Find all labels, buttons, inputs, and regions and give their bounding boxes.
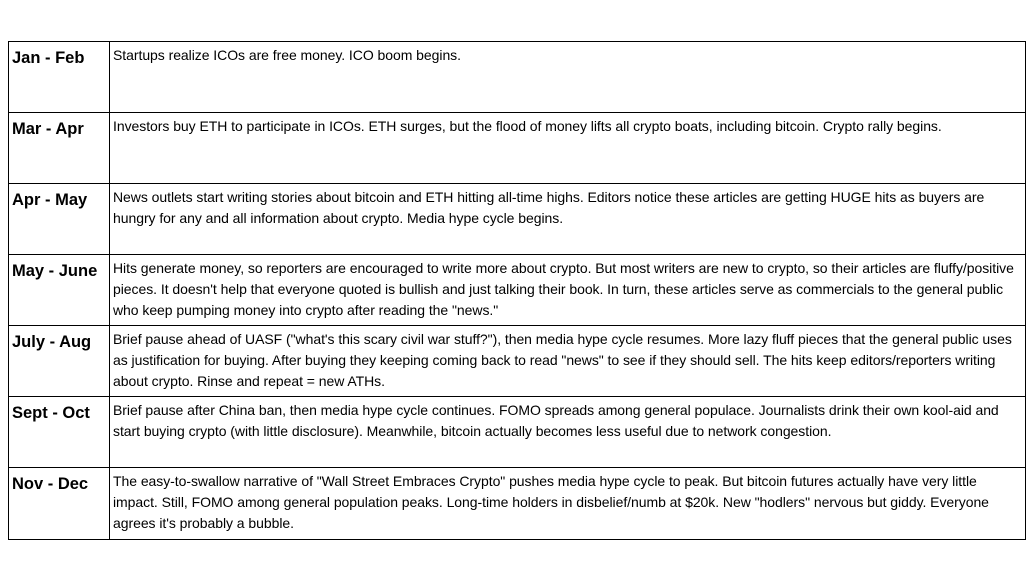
- description-text: Brief pause after China ban, then media hype cycle continues. FOMO spreads among general populace. Journalists drink their own kool-aid and start buying crypto (with little disclosure). Meanwhile, bitcoin actually becomes less useful due to network congestion.: [113, 402, 999, 439]
- description-text: The easy-to-swallow narrative of "Wall Street Embraces Crypto" pushes media hype cycle to peak. But bitcoin futures actually have very little impact. Still, FOMO among general population peaks. Long-time holders in disbelief/numb at $20k. New "hodlers" nervous but giddy. Everyone agrees it's probably a bubble.: [113, 473, 989, 531]
- table-row: [9, 468, 1026, 540]
- period-cell: [9, 42, 110, 113]
- description-text: Investors buy ETH to participate in ICOs. ETH surges, but the flood of money lifts all crypto boats, including bitcoin. Crypto rally begins.: [113, 118, 942, 134]
- description-cell: [110, 184, 1026, 255]
- period-cell: [9, 397, 110, 468]
- description-cell: [110, 326, 1026, 397]
- description-text: News outlets start writing stories about bitcoin and ETH hitting all-time highs. Editors notice these articles are getting HUGE hits as buyers are hungry for any and all information about crypto. Media hype cycle begins.: [113, 189, 985, 226]
- table-row: [9, 184, 1026, 255]
- description-text: Startups realize ICOs are free money. ICO boom begins.: [113, 47, 461, 63]
- period-label: Apr - May: [12, 191, 88, 209]
- period-label: Jan - Feb: [12, 49, 85, 67]
- timeline-table: [8, 41, 1026, 540]
- period-label: Nov - Dec: [12, 475, 89, 493]
- period-cell: [9, 184, 110, 255]
- period-label: May - June: [12, 262, 98, 280]
- table-row: [9, 397, 1026, 468]
- period-cell: [9, 468, 110, 540]
- table-row: [9, 255, 1026, 326]
- description-text: Hits generate money, so reporters are encouraged to write more about crypto. But most writers are new to crypto, so their articles are fluffy/positive pieces. It doesn't help that everyone quoted is bullish and just talking their book. In turn, these articles serve as commercials to the general public who keep pumping money into crypto after reading the "news.": [113, 260, 1014, 318]
- period-cell: [9, 326, 110, 397]
- description-cell: [110, 42, 1026, 113]
- table-row: [9, 113, 1026, 184]
- period-cell: [9, 113, 110, 184]
- table-row: [9, 326, 1026, 397]
- description-cell: [110, 255, 1026, 326]
- table-row: [9, 42, 1026, 113]
- description-cell: [110, 113, 1026, 184]
- period-label: July - Aug: [12, 333, 92, 351]
- description-text: Brief pause ahead of UASF ("what's this scary civil war stuff?"), then media hype cycle resumes. More lazy fluff pieces that the general public uses as justification for buying. After buying they keeping coming back to read "news" to see if they should sell. The hits keep editors/reporters writing about crypto. Rinse and repeat = new ATHs.: [113, 331, 1012, 389]
- description-cell: [110, 397, 1026, 468]
- period-label: Sept - Oct: [12, 404, 90, 422]
- period-label: Mar - Apr: [12, 120, 84, 138]
- description-cell: [110, 468, 1026, 540]
- period-cell: [9, 255, 110, 326]
